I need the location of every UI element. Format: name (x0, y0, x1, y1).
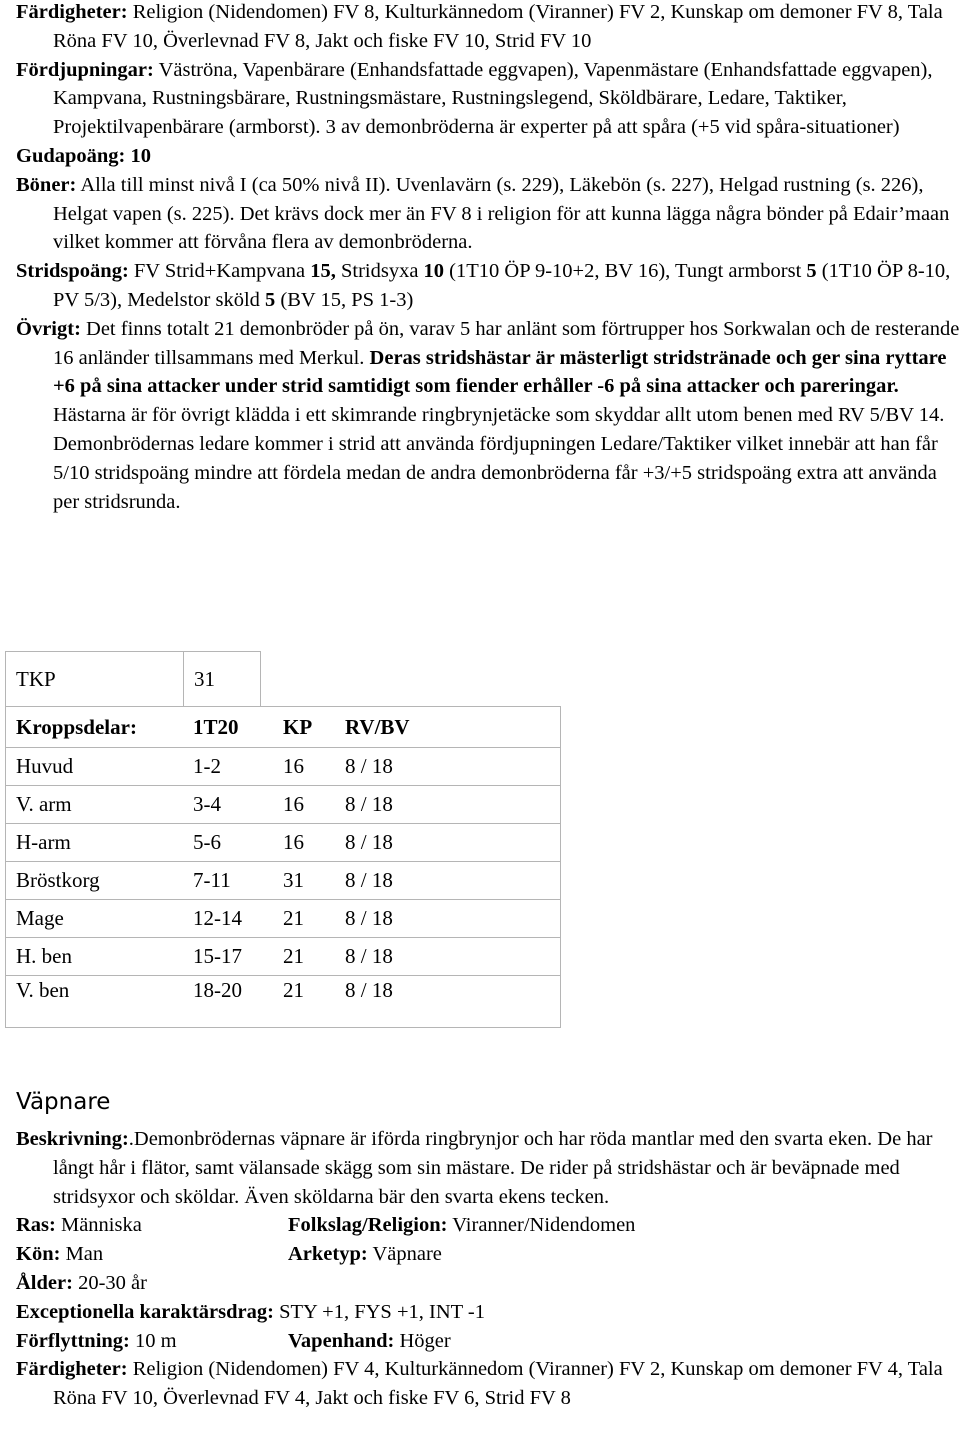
race-value: Människa (55, 1214, 142, 1237)
age-value: 20-30 år (72, 1271, 147, 1294)
prayers-text: Alla till minst nivå I (ca 50% nivå II). Uvenlavärn (s. 229), Läkebön (s. 227), Helgad rustning (s. 226), Helgat vapen (s. 225). Det krävs dock mer än FV 8 i religion för att kunna lägga några bönder på Edair’maan vilket kommer att förvåna flera av demonbröderna. (53, 173, 950, 254)
section-title: Väpnare (16, 1089, 111, 1115)
description-label: Beskrivning: (16, 1128, 129, 1150)
advances-label: Fördjupningar: (16, 58, 154, 81)
prayers-label: Böner: (16, 173, 77, 196)
table-cell: 8 / 18 (335, 862, 436, 900)
weapon-hand-value: Höger (394, 1329, 451, 1352)
table-cell: 21 (273, 900, 335, 938)
table-cell: 8 / 18 (335, 938, 436, 976)
table-cell: 1-2 (183, 748, 273, 786)
column-header: KP (273, 707, 335, 748)
table-cell (436, 786, 561, 824)
table-cell: Huvud (6, 748, 184, 786)
table-cell: 8 / 18 (335, 900, 436, 938)
table-cell (436, 900, 561, 938)
folk-value: Viranner/Nidendomen (447, 1214, 636, 1237)
table-cell: 31 (273, 862, 335, 900)
table-cell: V. ben (6, 976, 184, 1028)
table-row (6, 786, 561, 824)
table-cell: 7-11 (183, 862, 273, 900)
table-cell: H. ben (6, 938, 184, 976)
table-cell: 8 / 18 (335, 786, 436, 824)
combat-text: FV Strid+Kampvana (128, 260, 311, 283)
sex-label: Kön: (16, 1243, 61, 1266)
table-cell: 8 / 18 (335, 976, 436, 1028)
table-row (6, 824, 561, 862)
table-cell (436, 862, 561, 900)
combat-text: (1T10 ÖP 9-10+2, BV 16), Tungt armborst (444, 260, 807, 283)
combat-paragraph (16, 257, 960, 315)
table-row (6, 938, 561, 976)
table-cell: 8 / 18 (335, 824, 436, 862)
table-cell: Bröstkorg (6, 862, 184, 900)
table-cell: Mage (6, 900, 184, 938)
table-cell: 5-6 (183, 824, 273, 862)
skills-text: Religion (Nidendomen) FV 8, Kulturkännedom (Viranner) FV 2, Kunskap om demoner FV 8, Tala Röna FV 10, Överlevnad FV 8, Jakt och fiske FV 10, Strid FV 10 (53, 1, 943, 52)
skills-label: Färdigheter: (16, 1358, 128, 1381)
folk-label: Folkslag/Religion: (288, 1214, 448, 1237)
table-cell: 3-4 (183, 786, 273, 824)
combat-text: Stridsyxa (335, 260, 424, 283)
table-cell (436, 938, 561, 976)
table-cell: 15-17 (183, 938, 273, 976)
tkp-label: TKP (6, 652, 184, 707)
tkp-table (5, 651, 261, 706)
column-header: RV/BV (335, 707, 436, 748)
table-cell: 21 (273, 938, 335, 976)
skills-paragraph (16, 0, 960, 56)
table-row (6, 862, 561, 900)
god-points-label: Gudapoäng: 10 (16, 144, 152, 167)
age-row (16, 1269, 960, 1298)
archetype-label: Arketyp: (288, 1243, 368, 1266)
table-cell: V. arm (6, 786, 184, 824)
prayers-paragraph (16, 171, 960, 257)
table-row (6, 976, 561, 1028)
combat-label: Stridspoäng: (16, 260, 129, 283)
movement-value: 10 m (129, 1329, 177, 1352)
table-cell: 12-14 (183, 900, 273, 938)
column-header-empty (436, 707, 561, 748)
combat-value: 15, (310, 260, 336, 283)
combat-text: (1T10 ÖP 8-10, PV 5/3), Medelstor sköld (53, 260, 951, 311)
other-text: Hästarna är för övrigt klädda i ett skimrande ringbrynjetäcke som skyddar allt utom benen med RV 5/BV 14. Demonbrödernas ledare kommer i strid att använda fördjupningen Ledare/Taktiker vilket innebär att han får 5/10 stridspoäng mindre att fördela medan de andra demonbröderna får +3/+5 stridspoäng extra att använda per stridsrunda. (53, 404, 945, 513)
god-points-paragraph (16, 142, 960, 171)
race-label: Ras: (16, 1214, 56, 1237)
age-label: Ålder: (16, 1271, 73, 1294)
tkp-value: 31 (184, 652, 261, 707)
combat-text: (BV 15, PS 1-3) (275, 288, 414, 311)
body-parts-table (5, 706, 561, 1028)
archetype-value: Väpnare (367, 1243, 442, 1266)
table-cell (436, 824, 561, 862)
other-bold-text: Deras stridshästar är mästerligt stridstränade och ger sina ryttare +6 på sina attacker under strid samtidigt som fiender erhåller -6 på sina attacker och pareringar. (53, 346, 947, 398)
table-row (6, 900, 561, 938)
other-label: Övrigt: (16, 317, 81, 340)
table-cell: 18-20 (183, 976, 273, 1028)
table-cell: 16 (273, 748, 335, 786)
table-header-row (6, 707, 561, 748)
table-cell: 16 (273, 824, 335, 862)
vapnare-skills-paragraph (16, 1355, 960, 1413)
vapnare-stats-text (16, 1125, 960, 1413)
table-cell (436, 976, 561, 1028)
column-header: 1T20 (183, 707, 273, 748)
advances-text: Väströna, Vapenbärare (Enhandsfattade eggvapen), Vapenmästare (Enhandsfattade eggvapen), Kampvana, Rustningsbärare, Rustningsmästare, Rustningslegend, Sköldbärare, Ledare, Taktiker, Projektilvapenbärare (armborst). 3 av demonbröderna är experter på att spåra (+5 vid spåra-situationer) (53, 58, 933, 139)
skills-text: Religion (Nidendomen) FV 4, Kulturkännedom (Viranner) FV 2, Kunskap om demoner FV 4, Tala Röna FV 10, Överlevnad FV 4, Jakt och fiske FV 6, Strid FV 8 (53, 1358, 943, 1410)
table-row (6, 748, 561, 786)
table-cell: 16 (273, 786, 335, 824)
table-cell: 8 / 18 (335, 748, 436, 786)
skills-label: Färdigheter: (16, 1, 128, 23)
npc-stats-text (16, 0, 960, 516)
traits-label: Exceptionella karaktärsdrag: (16, 1300, 274, 1323)
move-hand-row (16, 1327, 960, 1356)
advances-paragraph (16, 56, 960, 142)
weapon-hand-label: Vapenhand: (288, 1329, 395, 1352)
description-paragraph (16, 1125, 960, 1211)
combat-value: 10 (423, 260, 445, 283)
other-paragraph (16, 315, 960, 517)
table-cell: 21 (273, 976, 335, 1028)
sex-value: Man (60, 1243, 104, 1266)
description-text: .Demonbrödernas väpnare är iförda ringbrynjor och har röda mantlar med den svarta eken. De har långt hår i flätor, samt välansade skägg som sin mästare. De rider på stridshästar och är beväpnade med stridsyxor och sköldar. Även sköldarna bär den svarta ekens tecken. (53, 1128, 933, 1208)
other-text: Det finns totalt 21 demonbröder på ön, varav 5 har anlänt som förtrupper hos Sorkwalan och de resterande 16 anländer tillsammans med Merkul. (53, 317, 960, 369)
traits-row (16, 1298, 960, 1327)
combat-value: 5 (806, 260, 817, 283)
sex-archetype-row (16, 1240, 960, 1269)
race-folk-row (16, 1211, 960, 1240)
combat-value: 5 (265, 288, 276, 311)
table-cell (436, 748, 561, 786)
column-header: Kroppsdelar: (6, 707, 184, 748)
table-cell: H-arm (6, 824, 184, 862)
movement-label: Förflyttning: (16, 1329, 130, 1352)
traits-value: STY +1, FYS +1, INT -1 (273, 1300, 486, 1323)
